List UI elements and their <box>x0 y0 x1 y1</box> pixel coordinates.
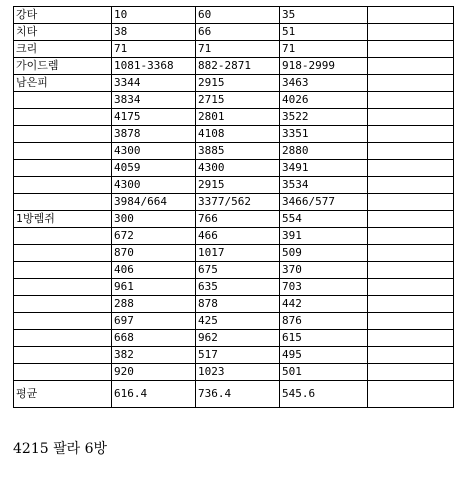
value-cell <box>368 41 454 58</box>
value-cell: 2915 <box>196 75 280 92</box>
value-cell: 615 <box>280 330 368 347</box>
row-label-cell <box>14 364 112 381</box>
value-cell: 38 <box>112 24 196 41</box>
value-cell: 406 <box>112 262 196 279</box>
table-row <box>14 24 454 41</box>
row-label-cell <box>14 330 112 347</box>
table-row <box>14 126 454 143</box>
average-value-cell <box>368 381 454 408</box>
table-row <box>14 262 454 279</box>
table-row <box>14 109 454 126</box>
value-cell: 3466/577 <box>280 194 368 211</box>
value-cell: 882-2871 <box>196 58 280 75</box>
row-label-cell <box>14 177 112 194</box>
table-row <box>14 177 454 194</box>
table-row <box>14 58 454 75</box>
value-cell: 3377/562 <box>196 194 280 211</box>
value-cell: 3351 <box>280 126 368 143</box>
value-cell: 635 <box>196 279 280 296</box>
value-cell: 10 <box>112 7 196 24</box>
value-cell <box>368 160 454 177</box>
value-cell <box>368 347 454 364</box>
row-label-cell <box>14 228 112 245</box>
value-cell: 1017 <box>196 245 280 262</box>
row-label-cell <box>14 160 112 177</box>
average-value-cell: 736.4 <box>196 381 280 408</box>
row-label-cell <box>14 262 112 279</box>
row-label-cell: 남은피 <box>14 75 112 92</box>
value-cell: 288 <box>112 296 196 313</box>
row-label-cell <box>14 296 112 313</box>
value-cell <box>368 75 454 92</box>
value-cell: 766 <box>196 211 280 228</box>
value-cell: 71 <box>280 41 368 58</box>
value-cell: 35 <box>280 7 368 24</box>
table-row <box>14 245 454 262</box>
table-row <box>14 194 454 211</box>
value-cell: 66 <box>196 24 280 41</box>
value-cell: 668 <box>112 330 196 347</box>
table-row <box>14 75 454 92</box>
row-label-cell: 치타 <box>14 24 112 41</box>
table-row <box>14 313 454 330</box>
value-cell: 3878 <box>112 126 196 143</box>
value-cell <box>368 245 454 262</box>
value-cell: 51 <box>280 24 368 41</box>
table-row <box>14 41 454 58</box>
value-cell: 961 <box>112 279 196 296</box>
row-label-cell <box>14 245 112 262</box>
value-cell: 391 <box>280 228 368 245</box>
value-cell: 466 <box>196 228 280 245</box>
table-row <box>14 143 454 160</box>
table-row <box>14 330 454 347</box>
value-cell <box>368 262 454 279</box>
value-cell: 300 <box>112 211 196 228</box>
value-cell: 962 <box>196 330 280 347</box>
table-row <box>14 7 454 24</box>
value-cell: 697 <box>112 313 196 330</box>
row-label-cell: 강타 <box>14 7 112 24</box>
value-cell: 1023 <box>196 364 280 381</box>
value-cell <box>368 109 454 126</box>
value-cell <box>368 24 454 41</box>
table-row <box>14 279 454 296</box>
table-row <box>14 160 454 177</box>
row-label-cell <box>14 194 112 211</box>
value-cell: 71 <box>196 41 280 58</box>
value-cell <box>368 58 454 75</box>
value-cell: 425 <box>196 313 280 330</box>
value-cell: 4300 <box>196 160 280 177</box>
value-cell: 501 <box>280 364 368 381</box>
value-cell: 2915 <box>196 177 280 194</box>
value-cell: 4175 <box>112 109 196 126</box>
value-cell <box>368 279 454 296</box>
value-cell: 71 <box>112 41 196 58</box>
table-row <box>14 92 454 109</box>
value-cell: 3344 <box>112 75 196 92</box>
value-cell: 2715 <box>196 92 280 109</box>
value-cell: 3463 <box>280 75 368 92</box>
average-label-cell: 평균 <box>14 381 112 408</box>
table-row <box>14 364 454 381</box>
data-table-body <box>14 7 454 408</box>
value-cell: 3885 <box>196 143 280 160</box>
value-cell: 3984/664 <box>112 194 196 211</box>
value-cell: 3834 <box>112 92 196 109</box>
value-cell: 4059 <box>112 160 196 177</box>
row-label-cell <box>14 143 112 160</box>
value-cell: 370 <box>280 262 368 279</box>
average-value-cell: 616.4 <box>112 381 196 408</box>
row-label-cell: 크리 <box>14 41 112 58</box>
average-row <box>14 381 454 408</box>
row-label-cell <box>14 109 112 126</box>
value-cell <box>368 313 454 330</box>
table-row <box>14 347 454 364</box>
value-cell: 876 <box>280 313 368 330</box>
value-cell <box>368 296 454 313</box>
value-cell <box>368 177 454 194</box>
value-cell: 554 <box>280 211 368 228</box>
value-cell <box>368 7 454 24</box>
value-cell <box>368 194 454 211</box>
row-label-cell <box>14 347 112 364</box>
caption-text: 4215 팔라 6방 <box>13 441 108 457</box>
value-cell: 878 <box>196 296 280 313</box>
average-value-cell: 545.6 <box>280 381 368 408</box>
data-table <box>13 6 454 408</box>
value-cell <box>368 330 454 347</box>
row-label-cell: 1방렘쥐 <box>14 211 112 228</box>
value-cell: 3534 <box>280 177 368 194</box>
value-cell: 4026 <box>280 92 368 109</box>
value-cell: 4108 <box>196 126 280 143</box>
value-cell: 2801 <box>196 109 280 126</box>
table-row <box>14 228 454 245</box>
value-cell: 4300 <box>112 143 196 160</box>
table-row <box>14 211 454 228</box>
table-row <box>14 296 454 313</box>
row-label-cell <box>14 313 112 330</box>
value-cell: 382 <box>112 347 196 364</box>
value-cell <box>368 143 454 160</box>
value-cell: 4300 <box>112 177 196 194</box>
value-cell: 672 <box>112 228 196 245</box>
value-cell: 3522 <box>280 109 368 126</box>
value-cell: 60 <box>196 7 280 24</box>
value-cell: 675 <box>196 262 280 279</box>
row-label-cell: 가이드렘 <box>14 58 112 75</box>
value-cell: 920 <box>112 364 196 381</box>
value-cell: 3491 <box>280 160 368 177</box>
value-cell: 1081-3368 <box>112 58 196 75</box>
value-cell: 495 <box>280 347 368 364</box>
row-label-cell <box>14 279 112 296</box>
value-cell: 918-2999 <box>280 58 368 75</box>
value-cell: 2880 <box>280 143 368 160</box>
value-cell <box>368 126 454 143</box>
value-cell <box>368 211 454 228</box>
row-label-cell <box>14 92 112 109</box>
value-cell: 509 <box>280 245 368 262</box>
value-cell: 442 <box>280 296 368 313</box>
value-cell <box>368 364 454 381</box>
value-cell: 870 <box>112 245 196 262</box>
value-cell <box>368 92 454 109</box>
value-cell <box>368 228 454 245</box>
value-cell: 517 <box>196 347 280 364</box>
value-cell: 703 <box>280 279 368 296</box>
row-label-cell <box>14 126 112 143</box>
